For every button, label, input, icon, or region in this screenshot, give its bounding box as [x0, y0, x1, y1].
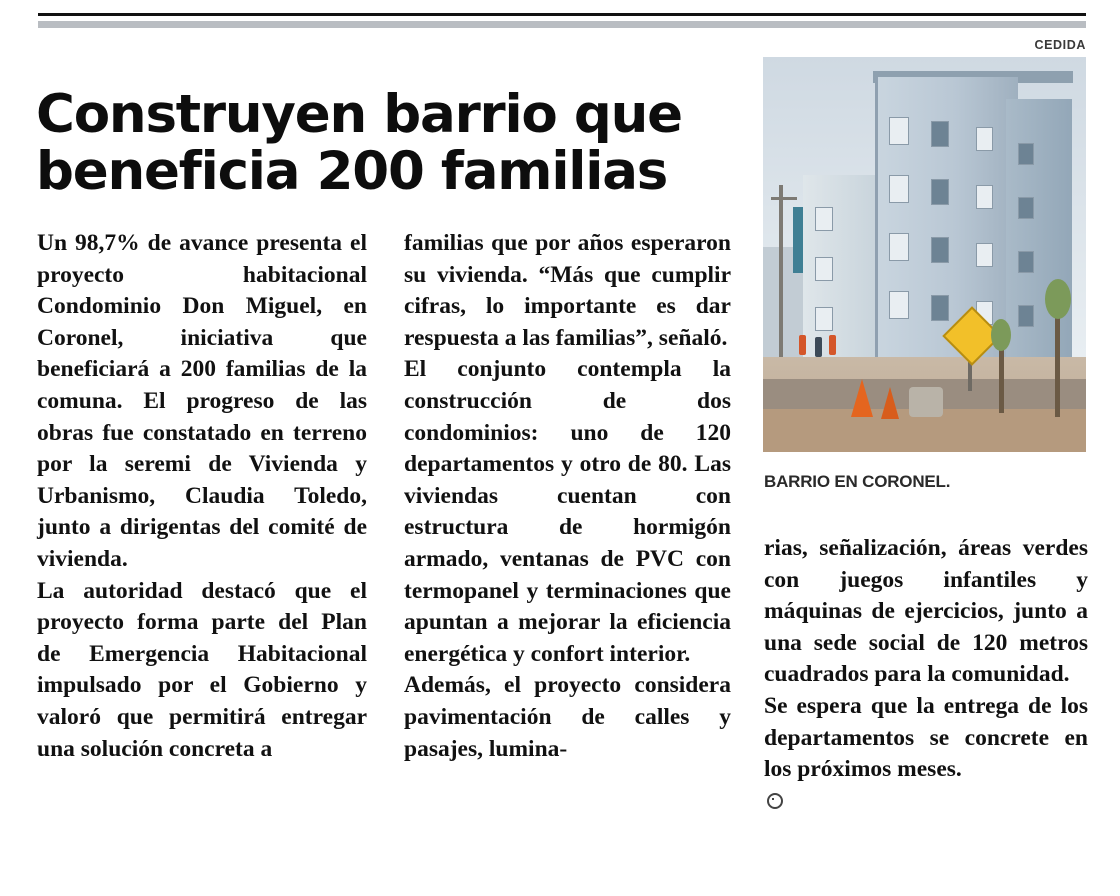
photo-light-pole — [779, 185, 783, 365]
photo-worker — [829, 335, 836, 355]
accent-rule — [38, 21, 1086, 28]
photo-traffic-cone — [881, 387, 899, 419]
photo-window — [889, 175, 909, 203]
photo-worker — [815, 337, 822, 357]
page-title — [36, 83, 726, 202]
photo-caption: BARRIO EN CORONEL. — [764, 472, 951, 491]
photo-tree-canopy — [991, 319, 1011, 351]
photo-window — [931, 237, 949, 263]
photo-window — [931, 295, 949, 321]
body-column-1 — [37, 228, 367, 765]
photo-window — [976, 127, 993, 151]
headline-line-2: beneficia 200 familias — [36, 140, 668, 202]
photo-window — [815, 257, 833, 281]
photo-window — [976, 185, 993, 209]
end-of-article-mark — [767, 793, 783, 809]
body-text: familias que por años esperaron su vivienda. “Más que cumplir cifras, lo importante es dar respuesta a las familias”, señaló. El conjunto contempla la construcción de dos condominios: uno de 120 departamentos y otro de 80. Las viviendas cuentan con estructura de hormigón armado, ventanas de PVC con termopanel y terminaciones que apuntan a mejorar la eficiencia energética y confort interior. Además, el proyecto considera pavimentación de calles y pasajes, lumina- — [404, 230, 731, 762]
top-rule — [38, 13, 1086, 16]
photo-worker — [799, 335, 806, 355]
photo-tree-trunk — [999, 343, 1004, 413]
photo-tree-canopy — [1045, 279, 1071, 319]
headline-line-1: Construyen barrio que — [36, 83, 682, 145]
photo-window — [889, 291, 909, 319]
photo-light-pole-arm — [771, 197, 797, 200]
body-column-3 — [764, 533, 1088, 817]
photo-window — [889, 117, 909, 145]
photo-window — [1018, 305, 1034, 327]
photo-traffic-cone — [851, 379, 873, 417]
photo-window — [976, 243, 993, 267]
photo-window — [1018, 143, 1034, 165]
article-photo — [763, 57, 1086, 452]
photo-window — [1018, 251, 1034, 273]
body-text: Un 98,7% de avance presenta el proyecto habitacional Condominio Don Miguel, en Coronel, iniciativa que beneficiará a 200 familias de la comuna. El progreso de las obras fue constatado en terreno por la seremi de Vivienda y Urbanismo, Claudia Toledo, junto a dirigentas del comité de vivienda. La autoridad destacó que el proyecto forma parte del Plan de Emergencia Habitacional impulsado por el Gobierno y valoró que permitirá entregar una solución concreta a — [37, 230, 367, 762]
photo-window — [889, 233, 909, 261]
photo-window — [815, 207, 833, 231]
photo-construction-drum — [909, 387, 943, 417]
photo-window — [931, 179, 949, 205]
photo-window — [931, 121, 949, 147]
photo-window — [815, 307, 833, 331]
photo-credit: CEDIDA — [1034, 38, 1086, 52]
photo-tree-trunk — [1055, 307, 1060, 417]
photo-building-secondary — [1006, 99, 1072, 367]
page-top-cropped-strip — [0, 0, 1120, 8]
body-column-2 — [404, 228, 731, 765]
photo-window — [1018, 197, 1034, 219]
body-text: rias, señalización, áreas verdes con juegos infantiles y máquinas de ejercicios, junto a una sede social de 120 metros cuadrados para la comunidad. Se espera que la entrega de los departamentos se concrete en los próximos meses. — [764, 535, 1088, 783]
